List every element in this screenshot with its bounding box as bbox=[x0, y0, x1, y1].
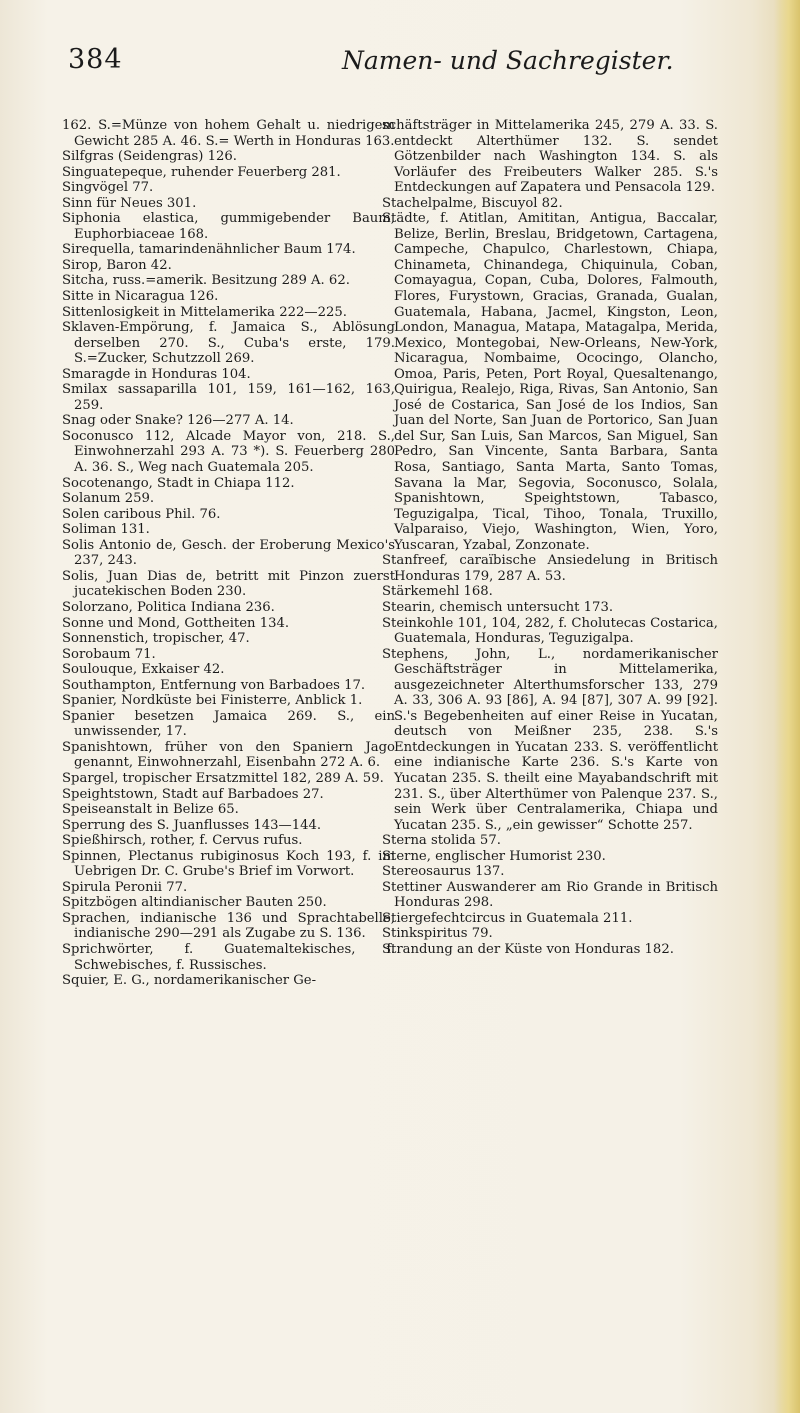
index-entry: Spießhirsch, rother, f. Cervus rufus. bbox=[62, 833, 303, 849]
index-entry: Sperrung des S. Juanflusses 143—144. bbox=[62, 817, 322, 833]
index-entry: Squier, E. G., nordamerikanischer Ge- bbox=[62, 973, 317, 989]
index-entry: Sonnenstich, tropischer, 47. bbox=[62, 631, 250, 647]
index-entry: Solen caribous Phil. 76. bbox=[62, 506, 221, 522]
index-entry: Sterna stolida 57. bbox=[382, 833, 501, 849]
index-entry: Spitzbögen altindianischer Bauten 250. bbox=[62, 895, 327, 911]
index-entry: Steinkohle 101, 104, 282, f. Cholutecas Costarica, Guatemala, Honduras, Teguzigalpa. bbox=[382, 615, 718, 647]
index-entry: Sirop, Baron 42. bbox=[62, 257, 172, 273]
index-column-right bbox=[382, 118, 718, 958]
index-entry: Stachelpalme, Biscuyol 82. bbox=[382, 195, 563, 211]
running-head: Namen- und Sachregister. bbox=[342, 46, 674, 75]
index-entry: Solanum 259. bbox=[62, 491, 155, 507]
index-entry: Snag oder Snake? 126—277 A. 14. bbox=[62, 413, 294, 429]
page-edge-discoloration bbox=[774, 0, 800, 1413]
index-entry: Sonne und Mond, Gottheiten 134. bbox=[62, 615, 290, 631]
index-entry: Spirula Peronii 77. bbox=[62, 879, 188, 895]
index-column-left bbox=[62, 118, 395, 989]
index-entry: Soulouque, Exkaiser 42. bbox=[62, 662, 225, 678]
index-entry: Stiergefechtcircus in Guatemala 211. bbox=[382, 910, 633, 926]
index-entry: schäftsträger in Mittelamerika 245, 279 A. 33. S. entdeckt Alterthümer 132. S. sendet Götzenbilder nach Washington 134. S. als Vorläufer des Freibeuters Walker 285. S.'s Entdeckungen auf Zapatera und Pensacola 129. bbox=[382, 118, 718, 196]
index-entry: Singuatepeque, ruhender Feuerberg 281. bbox=[62, 164, 341, 180]
index-entry: Southampton, Entfernung von Barbadoes 17. bbox=[62, 677, 366, 693]
index-entry: Sklaven-Empörung, f. Jamaica S., Ablösung derselben 270. S., Cuba's erste, 179. S.=Zucker, Schutzzoll 269. bbox=[62, 320, 395, 367]
index-entry: Solis, Juan Dias de, betritt mit Pinzon zuerst jucatekischen Boden 230. bbox=[62, 568, 395, 600]
index-entry: Stearin, chemisch untersucht 173. bbox=[382, 599, 614, 615]
index-entry: Sirequella, tamarindenähnlicher Baum 174. bbox=[62, 242, 356, 258]
index-entry: Sitcha, russ.=amerik. Besitzung 289 A. 62. bbox=[62, 273, 350, 289]
index-entry: Sitte in Nicaragua 126. bbox=[62, 289, 219, 305]
index-entry: Sorobaum 71. bbox=[62, 646, 156, 662]
index-entry: Solorzano, Politica Indiana 236. bbox=[62, 599, 275, 615]
index-entry: Spanier, Nordküste bei Finisterre, Anblick 1. bbox=[62, 693, 363, 709]
index-entry: Sterne, englischer Humorist 230. bbox=[382, 848, 606, 864]
page-number: 384 bbox=[68, 44, 123, 75]
index-entry: Stärkemehl 168. bbox=[382, 584, 493, 600]
index-entry: Siphonia elastica, gummigebender Baum, Euphorbiaceae 168. bbox=[62, 211, 395, 242]
index-entry: Stephens, John, L., nordamerikanischer Geschäftsträger in Mittelamerika, ausgezeichneter Alterthumsforscher 133, 279 A. 33, 306 A. 93 [86], A. 94 [87], 307 A. 99 [92]. S.'s Begebenheiten auf einer Reise in Yucatan, deutsch von Meißner 235, 238. S.'s Entdeckungen in Yucatan 233. S. veröffentlicht eine indianische Karte 236. S.'s Karte von Yucatan 235. S. theilt eine Mayabandschrift mit 231. S., über Alterthümer von Palenque 237. S., sein Werk über Centralamerika, Chiapa und Yucatan 235. S., „ein gewisser“ Schotte 257. bbox=[382, 646, 718, 833]
index-entry: Sprichwörter, f. Guatemaltekisches, f. Schwebisches, f. Russisches. bbox=[62, 941, 395, 973]
index-entry: Socotenango, Stadt in Chiapa 112. bbox=[62, 475, 295, 491]
index-entry: Stanfreef, caraïbische Ansiedelung in Britisch Honduras 179, 287 A. 53. bbox=[382, 553, 718, 584]
index-entry: Stettiner Auswanderer am Rio Grande in Britisch Honduras 298. bbox=[382, 879, 718, 911]
index-entry: Soliman 131. bbox=[62, 522, 150, 538]
index-entry: Strandung an der Küste von Honduras 182. bbox=[382, 941, 674, 957]
index-entry: Sittenlosigkeit in Mittelamerika 222—225. bbox=[62, 304, 347, 320]
index-entry: Spanier besetzen Jamaica 269. S., ein unwissender, 17. bbox=[62, 708, 395, 740]
index-entry: Städte, f. Atitlan, Amititan, Antigua, Baccalar, Belize, Berlin, Breslau, Bridgetown, Cartagena, Campeche, Chapulco, Charlestown, Chiapa, Chinameta, Chinandega, Chiquinula, Coban, Comayagua, Copan, Cuba, Dolores, Falmouth, Flores, Furystown, Gracias, Granada, Gualan, Guatemala, Habana, Jacmel, Kingston, Leon, London, Managua, Matapa, Matagalpa, Merida, Mexico, Montegobai, New-Orleans, New-York, Nicaragua, Nombaime, Ococingo, Olancho, Omoa, Paris, Peten, Port Royal, Quesaltenango, Quirigua, Realejo, Riga, Rivas, San Antonio, San José de Costarica, San José de los Indios, San Juan del Norte, San Juan de Portorico, San Juan del Sur, San Luis, San Marcos, San Miguel, San Pedro, San Vincente, Santa Barbara, Santa Rosa, Santiago, Santa Marta, Santo Tomas, Savana la Mar, Segovia, Soconusco, Solala, Spanishtown, Speightstown, Tabasco, Teguzigalpa, Tical, Tihoo, Tonala, Truxillo, Valparaiso, Viejo, Washington, Wien, Yoro, Yuscaran, Yzabal, Zonzonate. bbox=[382, 211, 718, 553]
index-entry: Speightstown, Stadt auf Barbadoes 27. bbox=[62, 786, 324, 802]
index-entry: 162. S.=Münze von hohem Gehalt u. niedrigem Gewicht 285 A. 46. S.= Werth in Honduras 163. bbox=[62, 118, 395, 149]
index-entry: Sprachen, indianische 136 und Sprachtabelle, indianische 290—291 als Zugabe zu S. 136. bbox=[62, 910, 395, 942]
index-entry: Speiseanstalt in Belize 65. bbox=[62, 802, 239, 818]
index-entry: Silfgras (Seidengras) 126. bbox=[62, 149, 237, 165]
index-entry: Spargel, tropischer Ersatzmittel 182, 289 A. 59. bbox=[62, 770, 384, 786]
index-entry: Sinn für Neues 301. bbox=[62, 195, 197, 211]
index-entry: Spanishtown, früher von den Spaniern Jago genannt, Einwohnerzahl, Eisenbahn 272 A. 6. bbox=[62, 739, 395, 771]
page-header bbox=[0, 44, 800, 84]
index-entry: Spinnen, Plectanus rubiginosus Koch 193, f. im Uebrigen Dr. C. Grube's Brief im Vorwort. bbox=[62, 848, 395, 880]
index-entry: Smilax sassaparilla 101, 159, 161—162, 163, 259. bbox=[62, 382, 395, 413]
index-entry: Smaragde in Honduras 104. bbox=[62, 366, 251, 382]
index-entry: Stinkspiritus 79. bbox=[382, 926, 493, 942]
index-entry: Stereosaurus 137. bbox=[382, 864, 505, 880]
index-entry: Solis Antonio de, Gesch. der Eroberung Mexico's 237, 243. bbox=[62, 537, 395, 569]
index-entry: Singvögel 77. bbox=[62, 180, 154, 196]
index-entry: Soconusco 112, Alcade Mayor von, 218. S., Einwohnerzahl 293 A. 73 *). S. Feuerberg 280 A. 36. S., Weg nach Guatemala 205. bbox=[62, 428, 395, 476]
